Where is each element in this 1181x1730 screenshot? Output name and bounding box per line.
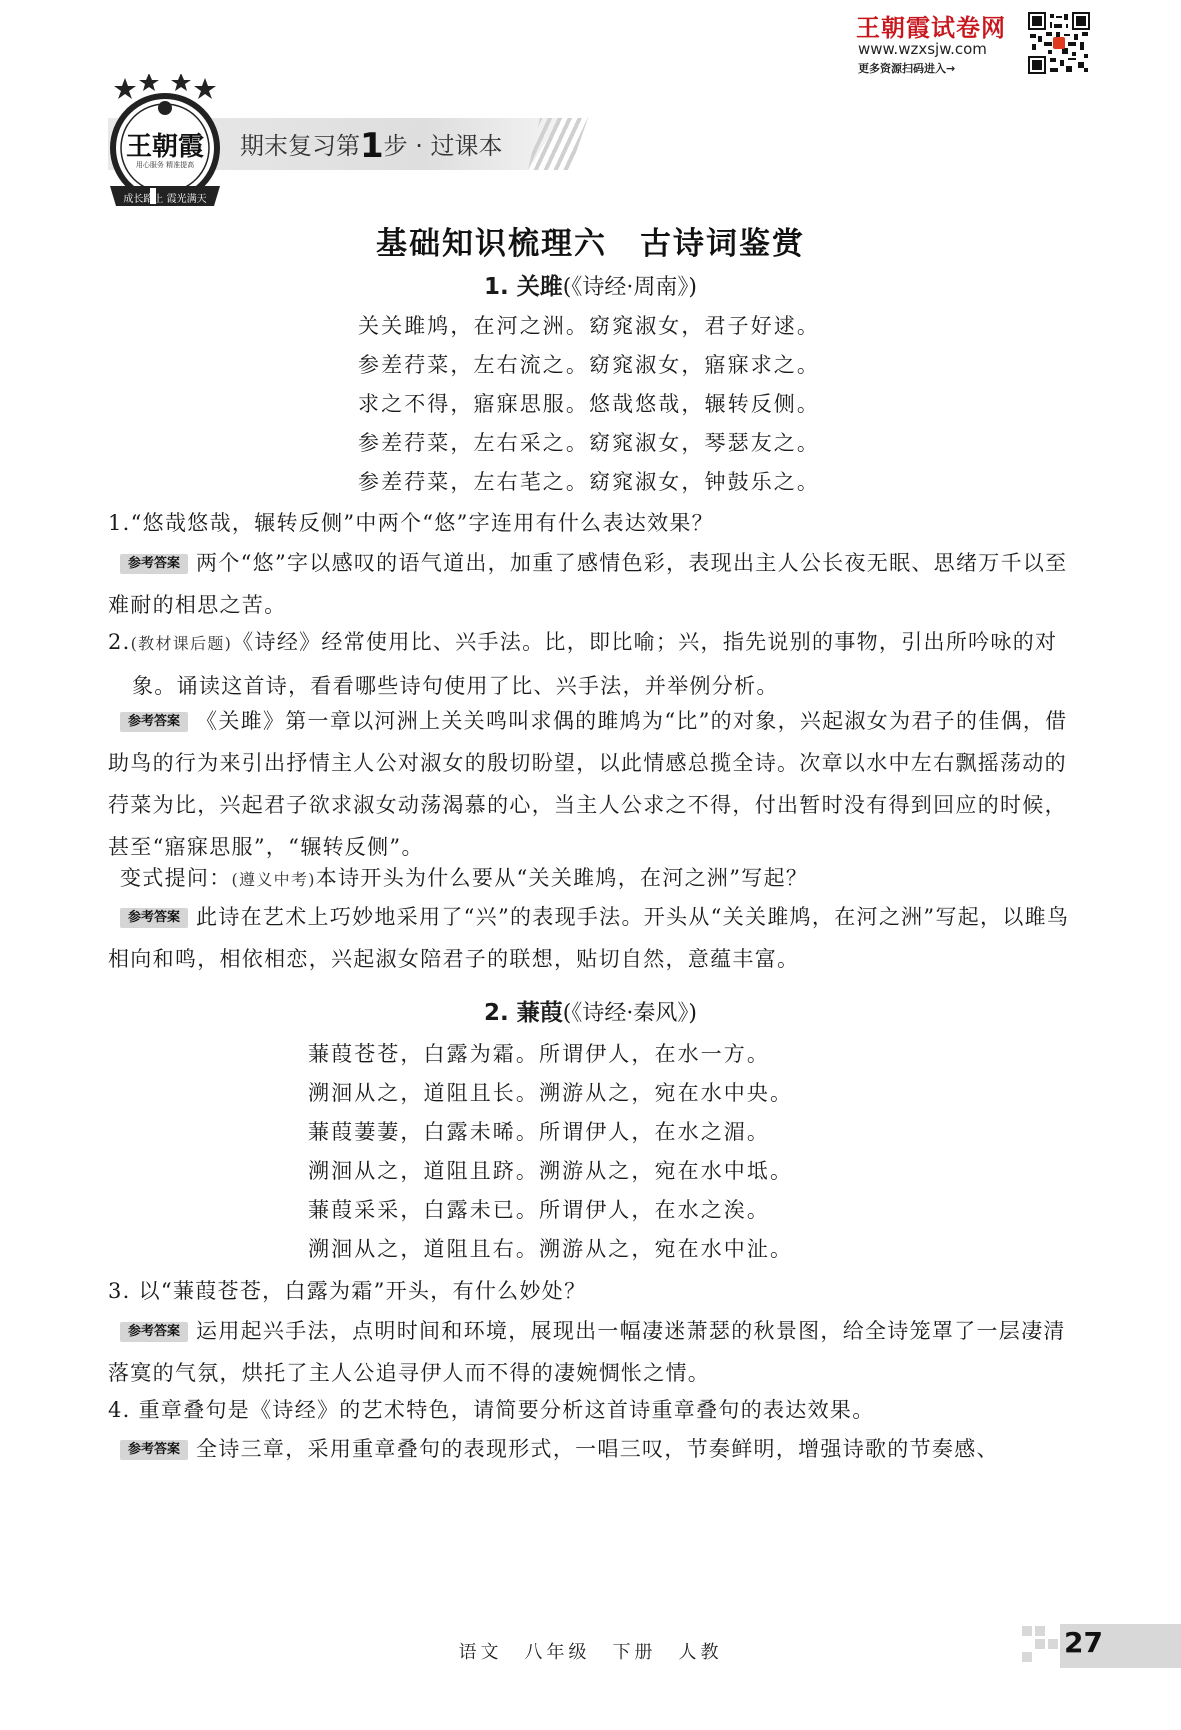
poem2-line: 蒹葭采采，白露未已。所谓伊人，在水之涘。: [308, 1198, 770, 1222]
header-prefix: 期末复习第: [240, 132, 360, 160]
question-2-text: 《诗经》经常使用比、兴手法。比，即比喻；兴，指先说别的事物，引出所吟咏的对象。诵读这首诗，看看哪些诗句使用了比、兴手法，并举例分析。: [132, 630, 1058, 698]
poem1-line: 参差荇菜，左右流之。窈窕淑女，寤寐求之。: [358, 353, 820, 377]
question-3: 3. 以“蒹葭苍苍，白露为霜”开头，有什么妙处？: [108, 1279, 587, 1303]
question-2-source: (教材课后题): [130, 634, 233, 653]
header-suffix: 步 · 过课本: [383, 132, 503, 160]
poem1-source: (《诗经·周南》): [562, 275, 697, 300]
question-1: 1.“悠哉悠哉，辗转反侧”中两个“悠”字连用有什么表达效果？: [108, 511, 714, 535]
poem2-line: 蒹葭苍苍，白露为霜。所谓伊人，在水一方。: [308, 1042, 770, 1066]
footer-decoration-icon: [1022, 1626, 1058, 1662]
answer-label: 参考答案: [120, 712, 188, 732]
poem2-line: 溯洄从之，道阻且右。溯游从之，宛在水中沚。: [308, 1237, 794, 1261]
brand-url[interactable]: www.wzxsjw.com: [858, 40, 987, 58]
answer-2-text: 《关雎》第一章以河洲上关关鸣叫求偶的雎鸠为“比”的对象，兴起淑女为君子的佳偶，借助鸟的行为来引出抒情主人公对淑女的殷切盼望，以此情感总揽全诗。次章以水中左右飘摇荡动的荇菜为比，兴起君子欲求淑女动荡渴慕的心，当主人公求之不得，付出暂时没有得到回应的时候，甚至“寤寐思服”，“辗转反侧”。: [108, 709, 1068, 859]
variant-prefix: 变式提问：: [120, 866, 232, 890]
poem2-heading: [0, 994, 1181, 1027]
answer-1-text: 两个“悠”字以感叹的语气道出，加重了感情色彩，表现出主人公长夜无眠、思绪万千以至难耐的相思之苦。: [108, 551, 1068, 617]
poem2-line: 溯洄从之，道阻且长。溯游从之，宛在水中央。: [308, 1081, 794, 1105]
logo-name: 王朝霞: [125, 132, 204, 162]
variant-answer: [108, 896, 1076, 980]
question-2-number: 2.: [108, 630, 131, 654]
brand-name[interactable]: 王朝霞试卷网: [856, 14, 1006, 42]
variant-answer-text: 此诗在艺术上巧妙地采用了“兴”的表现手法。开头从“关关雎鸠，在河之洲”写起，以雎鸟相向和鸣，相依相恋，兴起淑女陪君子的联想，贴切自然，意蕴丰富。: [108, 905, 1070, 971]
section-header: [240, 126, 503, 166]
logo-tagline: 成长路上 霞光满天: [123, 194, 207, 205]
header-step-number: 1: [360, 126, 384, 166]
answer-1: [108, 542, 1076, 626]
poem1-title: 1. 关雎: [484, 274, 563, 300]
poem1-line: 求之不得，寤寐思服。悠哉悠哉，辗转反侧。: [358, 392, 820, 416]
answer-3: [108, 1310, 1076, 1394]
logo-motto: 用心服务 精准提高: [135, 161, 195, 169]
poem2-source: (《诗经·秦风》): [562, 1001, 697, 1026]
answer-label: 参考答案: [120, 1322, 188, 1342]
variant-source: (遵义中考): [231, 870, 316, 889]
answer-label: 参考答案: [120, 908, 188, 928]
poem2-line: 溯洄从之，道阻且跻。溯游从之，宛在水中坻。: [308, 1159, 794, 1183]
answer-4-text: 全诗三章，采用重章叠句的表现形式，一唱三叹，节奏鲜明，增强诗歌的节奏感、: [196, 1437, 999, 1461]
poem1-heading: [0, 268, 1181, 301]
poem2-line: 蒹葭萋萋，白露未晞。所谓伊人，在水之湄。: [308, 1120, 770, 1144]
answer-3-text: 运用起兴手法，点明时间和环境，展现出一幅凄迷萧瑟的秋景图，给全诗笼罩了一层凄清落寞的气氛，烘托了主人公追寻伊人而不得的凄婉惆怅之情。: [108, 1319, 1066, 1385]
answer-4: [108, 1428, 1076, 1470]
answer-2: [108, 700, 1076, 868]
brand-tip: 更多资源扫码进入→: [858, 62, 956, 75]
answer-label: 参考答案: [120, 1440, 188, 1460]
variant-text: 本诗开头为什么要从“关关雎鸠，在河之洲”写起？: [315, 866, 809, 890]
poem1-line: 参差荇菜，左右采之。窈窕淑女，琴瑟友之。: [358, 431, 820, 455]
poem1-line: 关关雎鸠，在河之洲。窈窕淑女，君子好逑。: [358, 314, 820, 338]
answer-label: 参考答案: [120, 554, 188, 574]
question-4: 4. 重章叠句是《诗经》的艺术特色，请简要分析这首诗重章叠句的表达效果。: [108, 1398, 875, 1422]
question-2: [108, 621, 1100, 707]
brand-logo: [98, 74, 232, 222]
page-title: 基础知识梳理六 古诗词鉴赏: [376, 226, 805, 262]
variant-question: [108, 857, 1076, 901]
qr-code-icon[interactable]: [1028, 12, 1090, 74]
poem2-title: 2. 蒹葭: [484, 1000, 563, 1026]
poem1-line: 参差荇菜，左右芼之。窈窕淑女，钟鼓乐之。: [358, 470, 820, 494]
page-number: 27: [1064, 1626, 1103, 1659]
footer-book-info: 语文 八年级 下册 人教: [458, 1642, 723, 1663]
